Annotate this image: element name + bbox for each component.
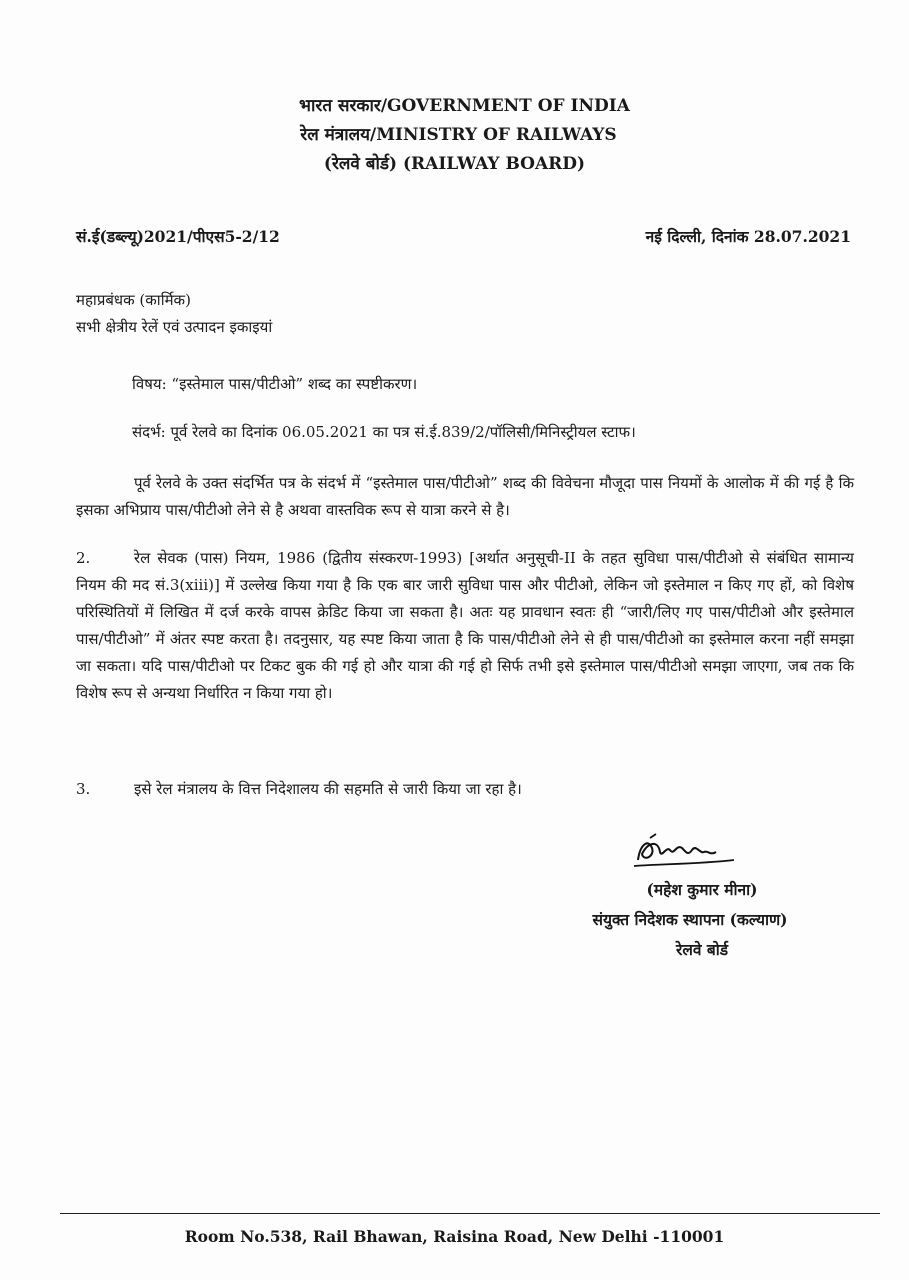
paragraph-3-text: इसे रेल मंत्रालय के वित्त निदेशालय की सहमति से जारी किया जा रहा है। — [134, 780, 522, 798]
header-ministry: रेल मंत्रालय/MINISTRY OF RAILWAYS — [300, 125, 617, 145]
paragraph-2-text: रेल सेवक (पास) नियम, 1986 (द्वितीय संस्करण-1993) [अर्थात अनुसूची-II के तहत सुविधा पास/पीटीओ से संबंधित सामान्य नियम की मद सं.3(xiii)] में उल्लेख किया गया है कि एक बार जारी सुविधा पास और पीटीओ, लेकिन जो इस्तेमाल न किए गए हों, को विशेष परिस्थितियों में लिखित में दर्ज करके वापस क्रेडिट किया जा सकता है। अतः यह प्रावधान स्वतः ही “जारी/लिए गए पास/पीटीओ और इस्तेमाल पास/पीटीओ” में अंतर स्पष्ट करता है। तदनुसार, यह स्पष्ट किया जाता है कि पास/पीटीओ लेने से ही पास/पीटीओ का इस्तेमाल करना नहीं समझा जा सकता। यदि पास/पीटीओ पर टिकट बुक की गई हो और यात्रा की गई हो सिर्फ तभी इसे इस्तेमाल पास/पीटीओ समझा जाएगा, जब तक कि विशेष रूप से अन्यथा निर्धारित न किया गया हो। — [76, 549, 854, 702]
paragraph-1: पूर्व रेलवे के उक्त संदर्भित पत्र के संदर्भ में “इस्तेमाल पास/पीटीओ” शब्द की विवेचना मौजूदा पास नियमों के आलोक में की गई है कि इसका अभिप्राय पास/पीटीओ लेने से है अथवा वास्तविक रूप से यात्रा करने से है। — [76, 474, 854, 519]
header-government: भारत सरकार/GOVERNMENT OF INDIA — [299, 96, 630, 116]
signature-block — [540, 830, 840, 965]
place-date: नई दिल्ली, दिनांक 28.07.2021 — [645, 227, 851, 246]
addressee-block — [76, 287, 272, 341]
signatory-name: (महेश कुमार मीना) — [646, 880, 758, 899]
letterhead — [0, 92, 909, 179]
header-board: (रेलवे बोर्ड) (RAILWAY BOARD) — [323, 154, 586, 174]
letter-number: सं.ई(डब्ल्यू)2021/पीएस5-2/12 — [76, 227, 280, 246]
paragraph-2 — [76, 545, 854, 707]
handwritten-signature — [630, 830, 740, 875]
reference-row — [76, 225, 851, 247]
footer-address: Room No.538, Rail Bhawan, Raisina Road, New Delhi -110001 — [184, 1227, 725, 1246]
signatory-designation: संयुक्त निदेशक स्थापना (कल्याण) — [592, 910, 788, 929]
addressee-line-2: सभी क्षेत्रीय रेलें एवं उत्पादन इकाइयां — [76, 318, 273, 336]
reference-line: संदर्भ: पूर्व रेलवे का दिनांक 06.05.2021 का पत्र सं.ई.839/2/पॉलिसी/मिनिस्ट्रीयल स्टाफ। — [132, 423, 636, 441]
paragraph-2-number: 2. — [76, 549, 91, 567]
paragraph-3-number: 3. — [76, 780, 91, 798]
paragraph-3 — [76, 776, 854, 803]
subject-line: विषय: “इस्तेमाल पास/पीटीओ” शब्द का स्पष्टीकरण। — [132, 375, 418, 393]
addressee-line-1: महाप्रबंधक (कार्मिक) — [76, 291, 191, 309]
footer-divider — [60, 1213, 880, 1214]
signatory-organization: रेलवे बोर्ड — [675, 940, 729, 959]
